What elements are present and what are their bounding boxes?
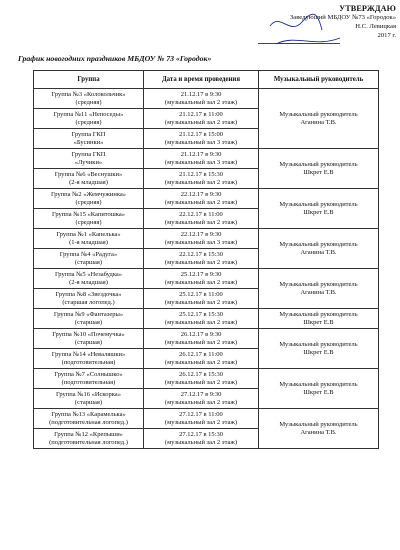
header-date: Дата и время проведения [144, 71, 259, 89]
event-datetime: 25.12.17 в 15:30 [179, 311, 223, 319]
event-datetime: 26.12.17 в 11:00 [179, 351, 223, 359]
date-cell [144, 189, 259, 209]
director-label: Музыкальный руководитель [279, 341, 358, 349]
table-row [34, 189, 379, 209]
group-type: (подготовительная) [61, 358, 116, 366]
director-name: Аганина Т.В. [300, 428, 337, 436]
director-label: Музыкальный руководитель [279, 281, 358, 289]
director-name: Шкрет Е.В [303, 388, 334, 396]
director-name: Аганина Т.В. [300, 248, 337, 256]
group-type: (старшая) [74, 258, 103, 266]
event-datetime: 26.12.17 в 9:30 [180, 331, 222, 339]
table-header-row [34, 71, 379, 89]
date-cell [144, 369, 259, 389]
group-name: Группа №9 «Фантазеры» [53, 311, 124, 319]
group-type: (старшая) [74, 398, 103, 406]
director-cell [259, 329, 379, 369]
event-datetime: 27.12.17 в 15:30 [179, 431, 223, 439]
event-place: (музыкальный зал 2 этаж) [164, 258, 238, 266]
event-place: (музыкальный зал 2 этаж) [164, 298, 238, 306]
group-cell [34, 329, 144, 349]
event-datetime: 21.12.17 в 11:00 [179, 111, 223, 119]
date-cell [144, 289, 259, 309]
group-name: Группа №8 «Звездочка» [55, 291, 122, 299]
group-name: Группа №7 «Солнышко» [54, 371, 123, 379]
director-label: Музыкальный руководитель [279, 381, 358, 389]
group-cell [34, 229, 144, 249]
group-type: (старшая) [74, 338, 103, 346]
event-place: (музыкальный зал 2 этаж) [164, 98, 238, 106]
table-row [34, 329, 379, 349]
director-cell [259, 409, 379, 449]
date-cell [144, 129, 259, 149]
date-cell [144, 169, 259, 189]
group-cell [34, 249, 144, 269]
group-name: Группа №13 «Карамелька» [51, 411, 126, 419]
group-cell [34, 169, 144, 189]
date-cell [144, 309, 259, 329]
date-cell [144, 429, 259, 449]
event-datetime: 25.12.17 в 9:30 [180, 271, 222, 279]
director-name: Шкрет Е.В [303, 208, 334, 216]
group-cell [34, 269, 144, 289]
group-cell [34, 209, 144, 229]
group-cell [34, 89, 144, 109]
date-cell [144, 329, 259, 349]
event-datetime: 22.12.17 в 11:00 [179, 211, 223, 219]
group-cell [34, 369, 144, 389]
group-type: (средняя) [75, 98, 102, 106]
group-cell [34, 409, 144, 429]
director-label: Музыкальный руководитель [279, 421, 358, 429]
group-type: (старшая логопед.) [62, 298, 115, 306]
director-label: Музыкальный руководитель [279, 161, 358, 169]
event-place: (музыкальный зал 2 этаж) [164, 418, 238, 426]
approval-title: УТВЕРЖДАЮ [339, 4, 396, 13]
header-director: Музыкальный руководитель [259, 71, 379, 89]
event-datetime: 21.12.17 в 15:30 [179, 171, 223, 179]
group-type: (подготовительная логопед.) [49, 438, 128, 446]
group-name: Группа №12 «Крепыши» [54, 431, 123, 439]
event-place: (музыкальный зал 3 этаж) [164, 138, 238, 146]
director-label: Музыкальный руководитель [279, 111, 358, 119]
table-row [34, 409, 379, 429]
event-place: (музыкальный зал 2 этаж) [164, 398, 238, 406]
group-cell [34, 189, 144, 209]
director-cell [259, 149, 379, 189]
page-title: График новогодних праздников МБДОУ № 73 «Городок» [18, 54, 212, 63]
group-cell [34, 429, 144, 449]
date-cell [144, 269, 259, 289]
director-cell [259, 309, 379, 329]
event-place: (музыкальный зал 2 этаж) [164, 378, 238, 386]
group-name: Группа №14 «Неваляшки» [51, 351, 126, 359]
group-cell [34, 309, 144, 329]
group-name: Группа №1 «Капелька» [56, 231, 121, 239]
group-type: (подготовительная) [61, 378, 116, 386]
director-name: Аганина Т.В. [300, 118, 337, 126]
schedule-table [33, 70, 379, 449]
director-label: Музыкальный руководитель [279, 201, 358, 209]
group-name: Группа №6 «Веснушки» [54, 171, 123, 179]
event-place: (музыкальный зал 2 этаж) [164, 198, 238, 206]
group-type: (2-я младшая) [69, 178, 108, 186]
date-cell [144, 109, 259, 129]
group-type: «Бусинки» [73, 138, 104, 146]
group-name: Группа ГКП [71, 131, 106, 139]
group-type: (2-я младшая) [69, 278, 108, 286]
group-type: «Лучики» [74, 158, 103, 166]
date-cell [144, 149, 259, 169]
event-place: (музыкальный зал 2 этаж) [164, 438, 238, 446]
director-name: Аганина Т.В. [300, 288, 337, 296]
group-cell [34, 389, 144, 409]
approval-position: Заведующий МБДОУ №73 «Городок» [289, 14, 396, 21]
event-datetime: 22.12.17 в 9:30 [180, 231, 222, 239]
group-cell [34, 129, 144, 149]
table-row [34, 309, 379, 329]
group-name: Группа №11 «Непоседы» [53, 111, 124, 119]
date-cell [144, 389, 259, 409]
event-datetime: 21.12.17 в 9:30 [180, 151, 222, 159]
event-place: (музыкальный зал 2 этаж) [164, 178, 238, 186]
signature-mark [256, 10, 346, 48]
date-cell [144, 409, 259, 429]
event-place: (музыкальный зал 2 этаж) [164, 118, 238, 126]
group-name: Группа №2 «Жемчужинка» [50, 191, 127, 199]
table-row [34, 269, 379, 289]
event-datetime: 27.12.17 в 9:30 [180, 391, 222, 399]
event-place: (музыкальный зал 2 этаж) [164, 318, 238, 326]
group-name: Группа ГКП [71, 151, 106, 159]
director-label: Музыкальный руководитель [279, 241, 358, 249]
group-name: Группа №3 «Колокольчик» [51, 91, 126, 99]
table-row [34, 369, 379, 389]
director-cell [259, 189, 379, 229]
director-cell [259, 269, 379, 309]
date-cell [144, 89, 259, 109]
event-datetime: 25.12.17 в 11:00 [179, 291, 223, 299]
director-name: Шкрет Е.В [303, 318, 334, 326]
approval-date: 2017 г. [377, 32, 396, 39]
group-name: Группа №16 «Искорка» [56, 391, 121, 399]
director-cell [259, 229, 379, 269]
group-type: (старшая) [74, 318, 103, 326]
group-type: (1-я младшая) [69, 238, 108, 246]
director-cell [259, 369, 379, 409]
approval-name: Н.С. Левицкая [355, 23, 396, 30]
group-name: Группа №10 «Почемучка» [52, 331, 125, 339]
event-place: (музыкальный зал 3 этаж) [164, 238, 238, 246]
event-datetime: 21.12.17 в 15:00 [179, 131, 223, 139]
event-place: (музыкальный зал 2 этаж) [164, 278, 238, 286]
date-cell [144, 209, 259, 229]
group-name: Группа №4 «Радуга» [59, 251, 118, 259]
director-name: Шкрет Е.В [303, 168, 334, 176]
event-datetime: 22.12.17 в 15:30 [179, 251, 223, 259]
group-cell [34, 149, 144, 169]
date-cell [144, 349, 259, 369]
event-place: (музыкальный зал 2 этаж) [164, 338, 238, 346]
group-type: (средняя) [75, 218, 102, 226]
header-group: Группа [34, 71, 144, 89]
date-cell [144, 249, 259, 269]
event-datetime: 21.12.17 в 9:30 [180, 91, 222, 99]
event-datetime: 27.12.17 в 11:00 [179, 411, 223, 419]
event-place: (музыкальный зал 3 этаж) [164, 158, 238, 166]
group-name: Группа №5 «Незабудка» [54, 271, 123, 279]
group-type: (средняя) [75, 198, 102, 206]
event-datetime: 26.12.17 в 15:30 [179, 371, 223, 379]
event-place: (музыкальный зал 2 этаж) [164, 218, 238, 226]
event-place: (музыкальный зал 2 этаж) [164, 358, 238, 366]
director-cell [259, 89, 379, 149]
group-cell [34, 109, 144, 129]
group-cell [34, 289, 144, 309]
group-name: Группа №15 «Капитошка» [51, 211, 126, 219]
event-datetime: 22.12.17 в 9:30 [180, 191, 222, 199]
director-label: Музыкальный руководитель [279, 311, 358, 319]
table-row [34, 229, 379, 249]
director-name: Шкрет Е.В [303, 348, 334, 356]
group-cell [34, 349, 144, 369]
group-type: (средняя) [75, 118, 102, 126]
table-row [34, 89, 379, 109]
date-cell [144, 229, 259, 249]
table-row [34, 149, 379, 169]
group-type: (подготовительная логопед.) [49, 418, 128, 426]
